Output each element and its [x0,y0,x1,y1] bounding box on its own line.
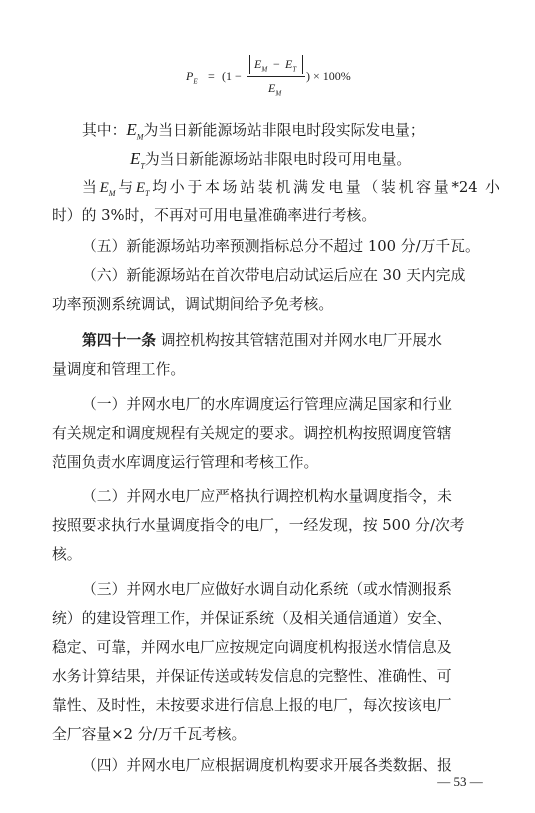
article-41-text: 调控机构按其管辖范围对并网水电厂开展水 [160,332,442,349]
where-em-line [82,120,500,147]
p3-line-5: 靠性、及时性，未按要求进行信息上报的电厂，每次按该电厂 [52,697,452,714]
where-lead: 其中： [82,122,127,139]
p1-line-3: 范围负责水库调度运行管理和考核工作。 [52,454,319,471]
efficiency-formula [0,52,535,102]
p4-line-1: （四）并网水电厂应根据调度机构要求开展各类数据、报 [82,757,452,774]
formula-lhs: $P_E$ [186,69,198,86]
abs-bar-left [249,55,250,74]
formula-minus: − [273,57,280,71]
formula-num-b: $E_T$ [285,57,297,74]
p1-line-2: 有关规定和调度规程有关规定的要求。调控机构按照调度管辖 [52,425,452,442]
p3-line-4: 水务计算结果，并保证传送或转发信息的完整性、准确性、可 [52,668,452,685]
article-41-line-2: 量调度和管理工作。 [52,361,186,378]
et-symbol: $E_T$ [130,149,145,171]
p3-line-3: 稳定、可靠，并网水电厂应按规定向调度机构报送水情信息及 [52,639,452,656]
p2-line-1: （二）并网水电厂应严格执行调控机构水量调度指令，未 [82,488,452,505]
p3-line-2: 统）的建设管理工作，并保证系统（及相关通信通道）安全、 [52,610,452,627]
formula-num-a: $E_M$ [254,57,268,74]
p2-line-3: 核。 [52,546,82,563]
condition-line-2: 时）的 3%时，不再对可用电量准确率进行考核。 [52,207,377,224]
item-6-line-2: 功率预测系统调试，调试期间给予免考核。 [52,296,334,313]
condition-line-1: 当$E_M$与$E_T$均小于本场站装机满发电量（装机容量*24 小 [82,179,500,198]
abs-bar-right [302,55,303,74]
page-number: — 53 — [437,774,483,789]
em-symbol: $E_M$ [126,120,144,142]
article-41-title: 第四十一条 [82,332,156,349]
item-6-line-1: （六）新能源场站在首次带电启动试运后应在 30 天内完成 [82,267,466,284]
em-description: 为当日新能源场站非限电时段实际发电量； [143,122,425,139]
fraction-bar [247,76,305,77]
et-symbol-2: $E_T$ [135,180,150,198]
p1-line-1: （一）并网水电厂的水库调度运行管理应满足国家和行业 [82,396,452,413]
formula-close: ) × 100% [306,69,351,83]
article-41-line-1 [82,331,500,351]
item-5: （五）新能源场站功率预测指标总分不超过 100 分/万千瓦。 [82,238,480,255]
formula-open: (1 − [222,69,242,83]
where-et-line [130,149,535,176]
p3-line-1: （三）并网水电厂应做好水调自动化系统（或水情测报系 [82,581,452,598]
formula-denominator: $E_M$ [268,81,282,98]
formula-equals: = [208,69,215,83]
em-symbol-2: $E_M$ [99,180,116,198]
p3-line-6: 全厂容量×2 分/万千瓦考核。 [52,726,247,743]
p2-line-2: 按照要求执行水量调度指令的电厂，一经发现，按 500 分/次考 [52,517,465,534]
et-description: 为当日新能源场站非限电时段可用电量。 [144,151,412,168]
